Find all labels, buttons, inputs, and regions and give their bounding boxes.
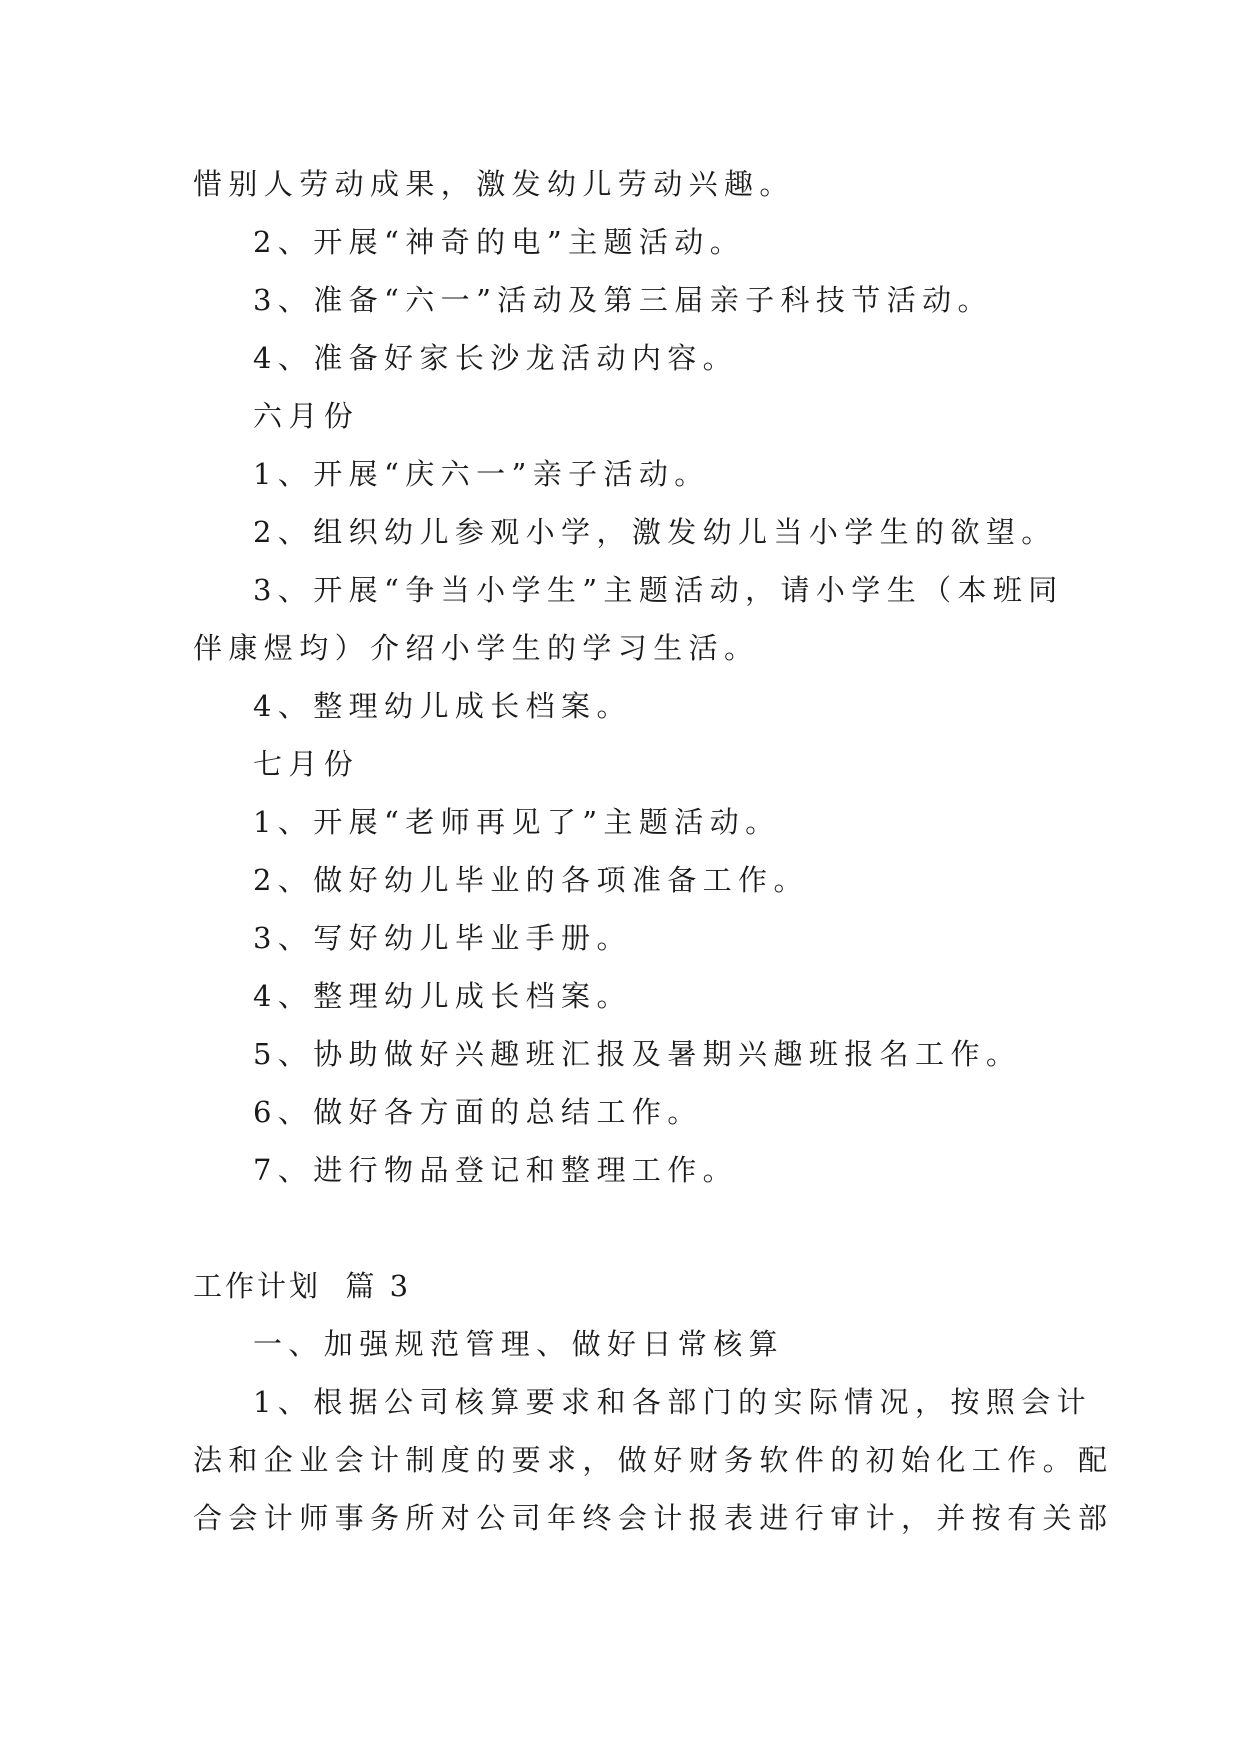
- list-item: 3、准备“六一”活动及第三届亲子科技节活动。: [253, 283, 993, 317]
- list-item: 2、组织幼儿参观小学，激发幼儿当小学生的欲望。: [253, 515, 1057, 549]
- list-item: 6、做好各方面的总结工作。: [253, 1095, 703, 1129]
- list-item: 4、整理幼儿成长档案。: [253, 979, 632, 1013]
- list-item: 1、开展“庆六一”亲子活动。: [253, 457, 710, 491]
- paragraph-line: 惜别人劳动成果，激发幼儿劳动兴趣。: [193, 167, 795, 201]
- list-item: 1、根据公司核算要求和各部门的实际情况，按照会计: [253, 1385, 1093, 1419]
- paragraph-line: 法和企业会计制度的要求，做好财务软件的初始化工作。配: [193, 1443, 1114, 1477]
- list-item: 3、开展“争当小学生”主题活动，请小学生（本班同: [253, 573, 1064, 607]
- section-heading-july: 七月份: [253, 747, 360, 781]
- list-item: 2、开展“神奇的电”主题活动。: [253, 225, 746, 259]
- list-item: 1、开展“老师再见了”主题活动。: [253, 805, 781, 839]
- list-item: 7、进行物品登记和整理工作。: [253, 1153, 739, 1187]
- list-item: 4、准备好家长沙龙活动内容。: [253, 341, 739, 375]
- list-item: 4、整理幼儿成长档案。: [253, 689, 632, 723]
- list-item: 3、写好幼儿毕业手册。: [253, 921, 632, 955]
- section-heading-june: 六月份: [253, 399, 360, 433]
- list-item: 5、协助做好兴趣班汇报及暑期兴趣班报名工作。: [253, 1037, 1022, 1071]
- paragraph-line: 伴康煜均）介绍小学生的学习生活。: [193, 631, 760, 665]
- list-item: 2、做好幼儿毕业的各项准备工作。: [253, 863, 809, 897]
- section-title: 工作计划 篇 3: [193, 1269, 412, 1303]
- subsection-heading: 一、加强规范管理、做好日常核算: [253, 1327, 785, 1361]
- paragraph-line: 合会计师事务所对公司年终会计报表进行审计，并按有关部: [193, 1501, 1114, 1535]
